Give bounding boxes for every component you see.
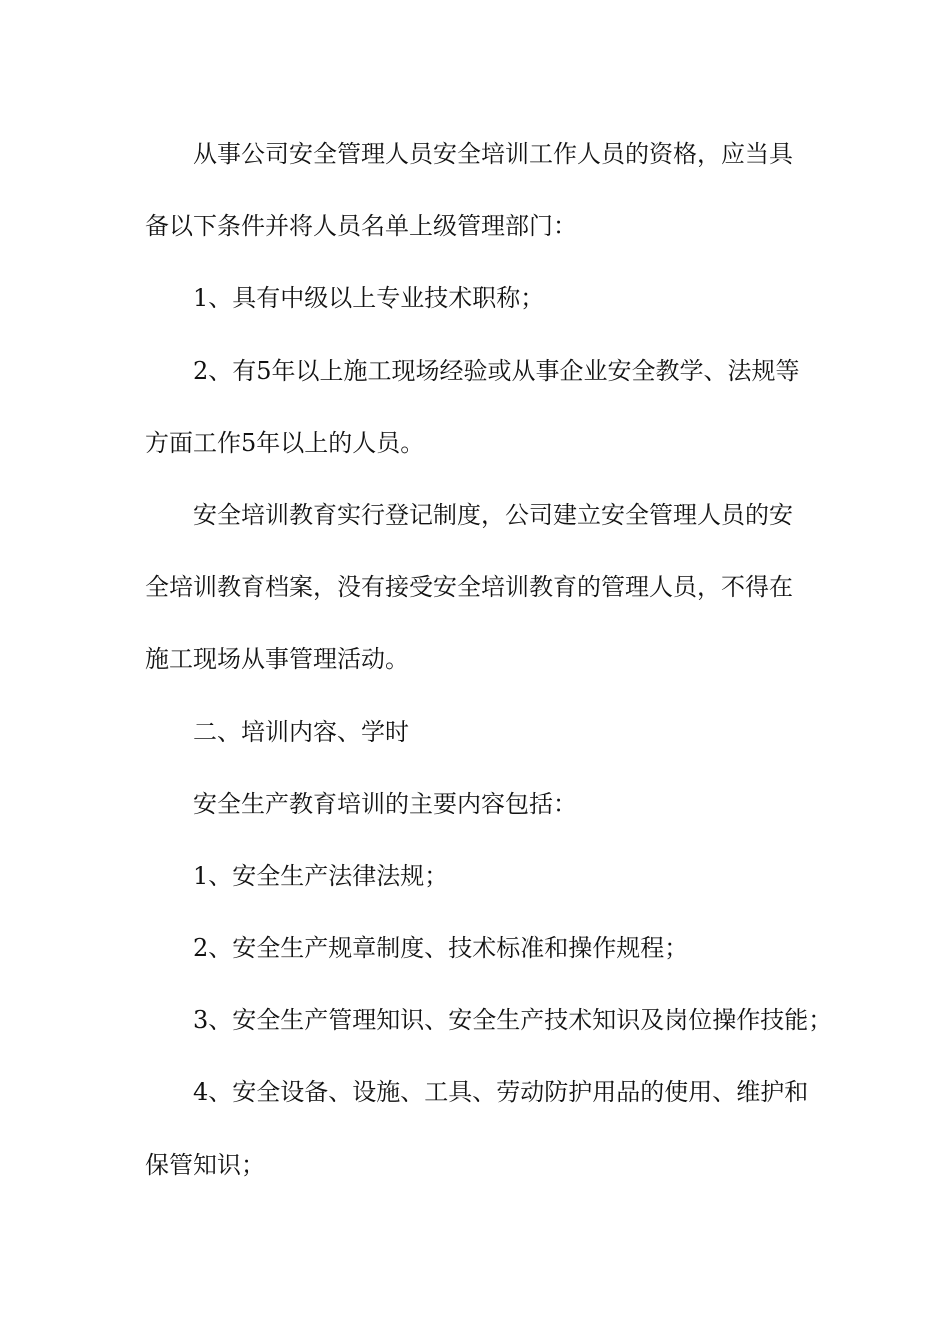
paragraph-line: 安全生产教育培训的主要内容包括：: [193, 789, 577, 818]
list-item: 1、具有中级以上专业技术职称；: [193, 284, 545, 313]
list-item: 4、安全设备、设施、工具、劳动防护用品的使用、维护和: [193, 1078, 809, 1107]
list-item-continuation: 方面工作5年以上的人员。: [145, 428, 425, 457]
paragraph-line: 安全培训教育实行登记制度，公司建立安全管理人员的安: [193, 500, 793, 529]
list-item: 2、安全生产规章制度、技术标准和操作规程；: [193, 934, 689, 963]
paragraph-line: 从事公司安全管理人员安全培训工作人员的资格，应当具: [193, 140, 793, 168]
paragraph-line: 施工现场从事管理活动。: [145, 645, 409, 674]
document-body: [145, 130, 833, 1213]
paragraph-line: 全培训教育档案，没有接受安全培训教育的管理人员，不得在: [145, 573, 793, 602]
list-item-continuation: 保管知识；: [145, 1150, 265, 1179]
section-heading: 二、培训内容、学时: [193, 717, 409, 746]
paragraph-line: 备以下条件并将人员名单上级管理部门：: [145, 212, 577, 241]
list-item: 1、安全生产法律法规；: [193, 861, 449, 890]
list-item: 2、有5年以上施工现场经验或从事企业安全教学、法规等: [193, 356, 800, 385]
list-item: 3、安全生产管理知识、安全生产技术知识及岗位操作技能；: [193, 1006, 833, 1035]
